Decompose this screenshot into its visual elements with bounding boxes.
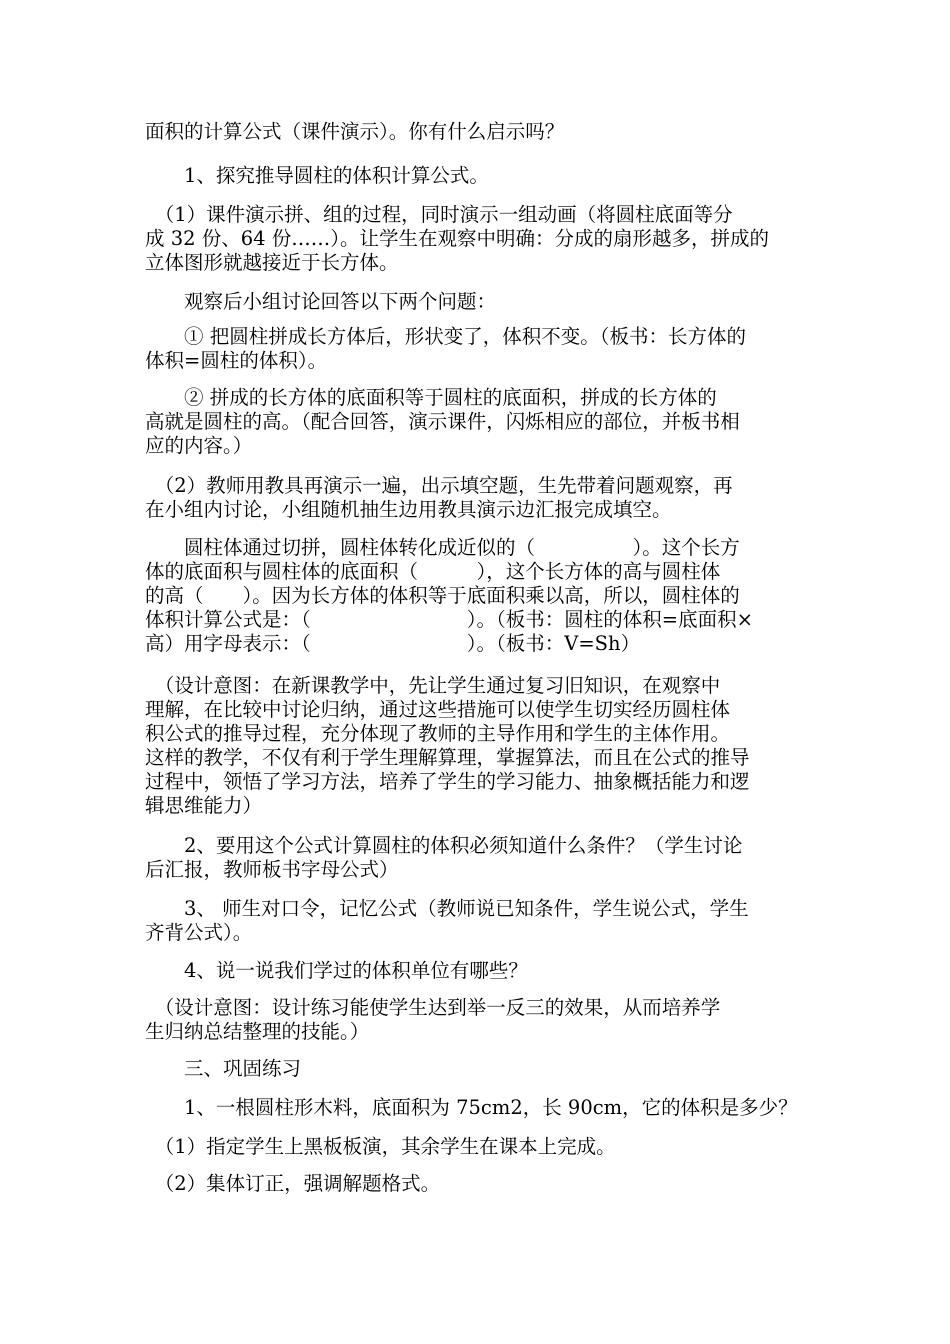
paragraph	[145, 386, 810, 458]
text-line: 3、 师生对口令，记忆公式（教师说已知条件，学生说公式，学生	[145, 897, 749, 920]
text-line: 面积的计算公式（课件演示）。你有什么启示吗？	[145, 120, 565, 143]
text-line: （2）教师用教具再演示一遍，出示填空题，生先带着问题观察，再	[145, 474, 733, 497]
text-line: 的高（ ）。因为长方体的体积等于底面积乘以高，所以，圆柱体的	[145, 584, 740, 607]
paragraph	[145, 959, 810, 983]
text-line: （设计意图：在新课教学中，先让学生通过复习旧知识，在观察中	[145, 674, 721, 697]
text-line: （1）课件演示拼、组的过程，同时演示一组动画（将圆柱底面等分	[145, 203, 733, 226]
text-line: ② 拼成的长方体的底面积等于圆柱的底面积，拼成的长方体的	[145, 386, 717, 409]
text-line: 积公式的推导过程，充分体现了教师的主导作用和学生的主体作用。	[145, 722, 731, 745]
paragraph	[145, 120, 810, 144]
text-line: 齐背公式）。	[145, 921, 253, 944]
text-line: （设计意图：设计练习能使学生达到举一反三的效果，从而培养学	[145, 996, 721, 1019]
text-line: 在小组内讨论，小组随机抽生边用教具演示边汇报完成填空。	[145, 498, 672, 521]
paragraph	[145, 834, 810, 882]
fill-in-blank-paragraph	[145, 536, 810, 656]
section-heading	[145, 1057, 810, 1081]
text-line: 2、要用这个公式计算圆柱的体积必须知道什么条件？（学生讨论	[145, 834, 743, 857]
text-line: （2）集体订正，强调解题格式。	[145, 1172, 441, 1195]
text-line: ① 把圆柱拼成长方体后，形状变了，体积不变。（板书：长方体的	[145, 325, 746, 348]
text-line: 过程中，领悟了学习方法，培养了学生的学习能力、抽象概括能力和逻	[145, 770, 750, 793]
text-line: 1、一根圆柱形木料，底面积为 75cm2，长 90cm，它的体积是多少？	[145, 1096, 798, 1119]
text-line: 圆柱体通过切拼，圆柱体转化成近似的（ ）。这个长方	[145, 536, 740, 559]
paragraph	[145, 1135, 810, 1159]
text-line: 1、探究推导圆柱的体积计算公式。	[145, 164, 489, 187]
text-line: 辑思维能力）	[145, 794, 263, 817]
text-line: 理解，在比较中讨论归纳，通过这些措施可以使学生切实经历圆柱体	[145, 698, 731, 721]
paragraph	[145, 897, 810, 945]
section-heading	[145, 164, 810, 188]
text-line: 成 32 份、64 份……）。让学生在观察中明确：分成的扇形越多，拼成的	[145, 227, 769, 250]
text-line: 生归纳总结整理的技能。）	[145, 1020, 370, 1043]
text-line: （1）指定学生上黑板板演，其余学生在课本上完成。	[145, 1135, 616, 1158]
design-intent-paragraph	[145, 996, 810, 1044]
design-intent-paragraph	[145, 674, 810, 818]
text-line: 高）用字母表示：（ ）。（板书：V=Sh）	[145, 632, 641, 655]
text-line: 高就是圆柱的高。（配合回答，演示课件，闪烁相应的部位，并板书相	[145, 410, 740, 433]
text-line: 应的内容。）	[145, 434, 253, 457]
paragraph	[145, 1172, 810, 1196]
paragraph	[145, 290, 810, 314]
text-line: 后汇报，教师板书字母公式）	[145, 858, 399, 881]
text-line: 体积=圆柱的体积）。	[145, 349, 328, 372]
text-line: 立体图形就越接近于长方体。	[145, 251, 399, 274]
text-line: 观察后小组讨论回答以下两个问题：	[145, 290, 497, 313]
paragraph	[145, 325, 810, 373]
paragraph	[145, 203, 810, 275]
text-line: 三、巩固练习	[145, 1057, 302, 1080]
text-line: 体的底面积与圆柱体的底面积（ ），这个长方体的高与圆柱体	[145, 560, 721, 583]
exercise-question	[145, 1096, 810, 1120]
text-line: 4、说一说我们学过的体积单位有哪些？	[145, 959, 528, 982]
paragraph	[145, 474, 810, 522]
text-line: 这样的教学，不仅有利于学生理解算理，掌握算法，而且在公式的推导	[145, 746, 750, 769]
text-line: 体积计算公式是：（ ）。（板书：圆柱的体积=底面积×	[145, 608, 753, 631]
